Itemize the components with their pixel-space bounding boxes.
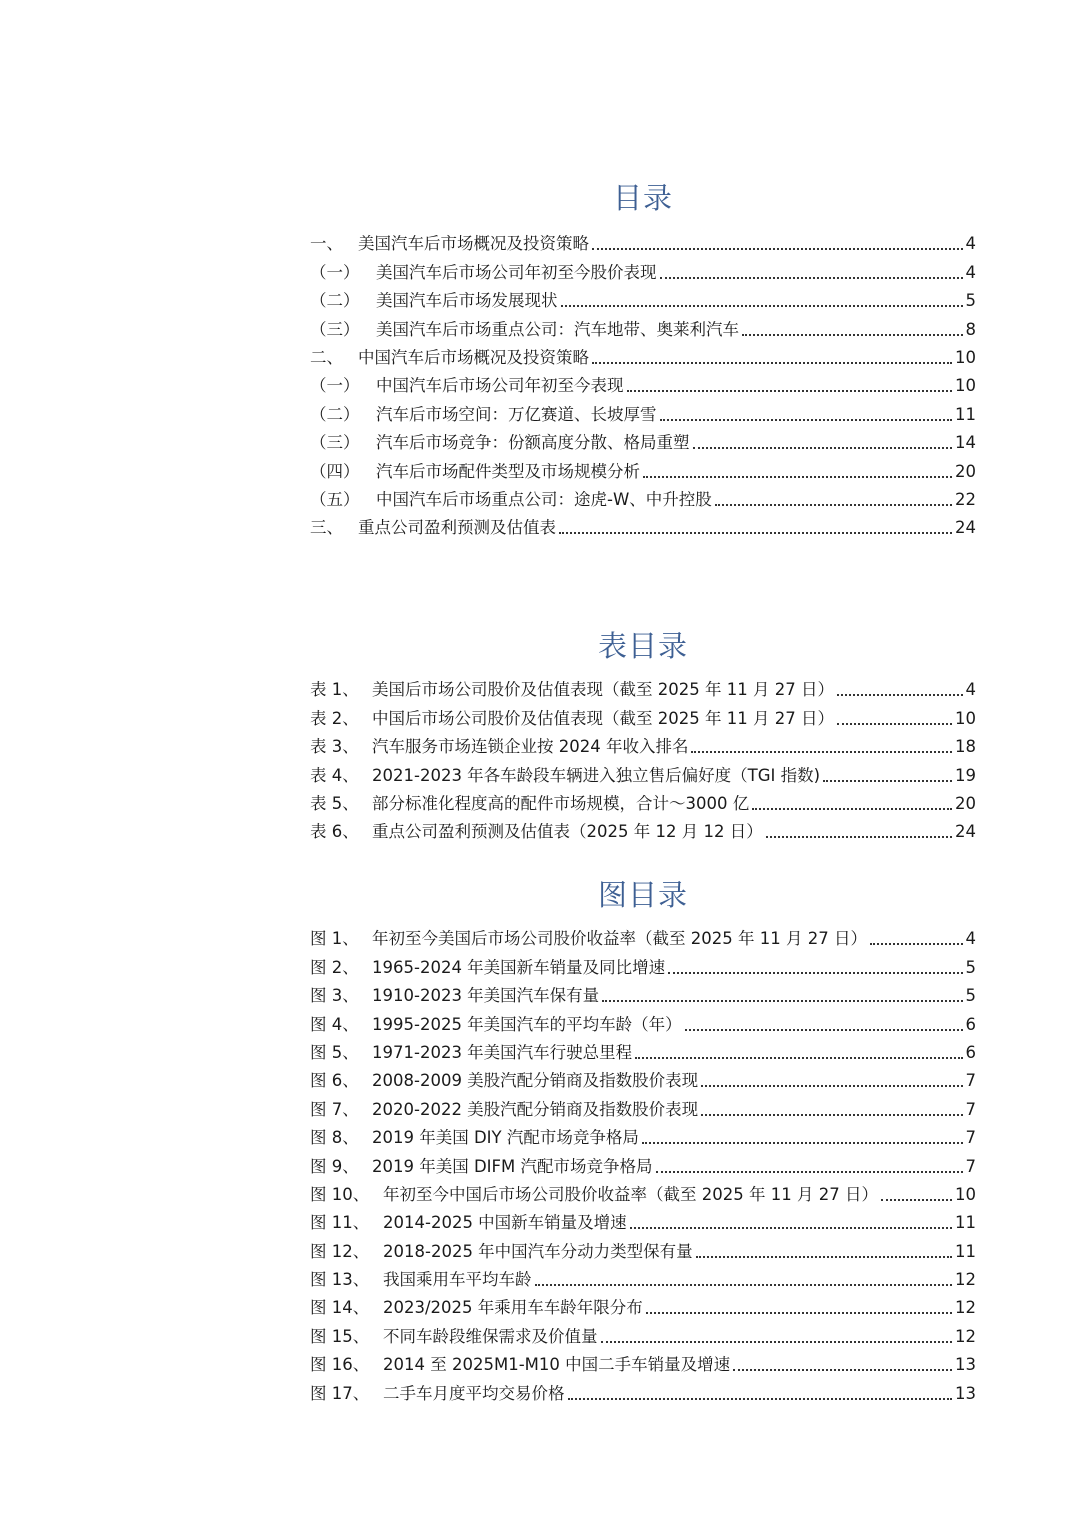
figure-entry-number: 图 6、 (310, 1071, 359, 1091)
figure-entry-label: 2023/2025 年乘用车车龄年限分布 (383, 1298, 643, 1318)
dot-leader (870, 942, 963, 945)
dot-leader (691, 750, 952, 753)
toc-entry-label: 汽车后市场空间：万亿赛道、长坡厚雪 (376, 404, 657, 424)
figure-entry-label: 2014 至 2025M1-M10 中国二手车销量及增速 (383, 1355, 731, 1375)
figure-entry-number: 图 3、 (310, 986, 359, 1006)
dot-leader (602, 999, 962, 1002)
figure-entry[interactable] (310, 1375, 976, 1403)
toc-entry[interactable] (310, 283, 976, 311)
toc-entry-label: 美国汽车后市场重点公司：汽车地带、奥莱利汽车 (376, 319, 739, 339)
toc-entry-label: 中国汽车后市场概况及投资策略 (358, 347, 589, 367)
figure-entry[interactable] (310, 1262, 976, 1290)
dot-leader (823, 779, 952, 782)
dot-leader (559, 531, 952, 534)
table-entry-number: 表 5、 (310, 793, 359, 813)
figure-entry-label: 2020-2022 美股汽配分销商及指数股价表现 (372, 1099, 699, 1119)
table-entry-page: 20 (955, 793, 976, 813)
dot-leader (742, 333, 963, 336)
table-entry-page: 18 (955, 737, 976, 757)
toc-entry-number: （一） (310, 262, 360, 282)
figure-entry[interactable] (310, 1318, 976, 1346)
figure-entry-number: 图 10、 (310, 1184, 370, 1204)
figure-entry-number: 图 7、 (310, 1099, 359, 1119)
toc-entry-number: （四） (310, 461, 360, 481)
table-entry-number: 表 4、 (310, 765, 359, 785)
dot-leader (592, 247, 963, 250)
toc-entry-page: 20 (955, 461, 976, 481)
dot-leader (592, 361, 952, 364)
dot-leader (685, 1028, 963, 1031)
dot-leader (660, 276, 963, 279)
figure-entry-number: 图 4、 (310, 1014, 359, 1034)
toc-entry-number: （二） (310, 291, 360, 311)
dot-leader (715, 503, 952, 506)
figure-entry-number: 图 11、 (310, 1213, 370, 1233)
dot-leader (752, 807, 952, 810)
dot-leader (660, 418, 953, 421)
figure-entry-page: 6 (965, 1042, 976, 1062)
toc-entry-page: 22 (955, 489, 976, 509)
figure-entry-number: 图 17、 (310, 1383, 370, 1403)
dot-leader (643, 475, 952, 478)
figure-entry-page: 5 (965, 957, 976, 977)
table-entry[interactable] (310, 729, 976, 757)
figure-entry-page: 5 (965, 986, 976, 1006)
figure-entry-number: 图 13、 (310, 1270, 370, 1290)
figure-entry-number: 图 1、 (310, 929, 359, 949)
figure-entry-page: 12 (955, 1298, 976, 1318)
table-entry-label: 2021-2023 年各车龄段车辆进入独立售后偏好度（TGI 指数) (372, 765, 821, 785)
toc-entry[interactable] (310, 425, 976, 453)
toc-entry-page: 14 (955, 433, 976, 453)
toc-entry[interactable] (310, 510, 976, 538)
toc-entry-number: （三） (310, 433, 360, 453)
figure-entry[interactable] (310, 1148, 976, 1176)
figure-entry[interactable] (310, 1091, 976, 1119)
dot-leader (696, 1255, 952, 1258)
figure-entry-page: 7 (965, 1071, 976, 1091)
figure-entry-label: 年初至今中国后市场公司股价收益率（截至 2025 年 11 月 27 日） (383, 1184, 878, 1204)
dot-leader (668, 971, 962, 974)
figure-entry-number: 图 12、 (310, 1241, 370, 1261)
toc-entry[interactable] (310, 254, 976, 282)
toc-entry-label: 中国汽车后市场公司年初至今表现 (376, 376, 624, 396)
toc-entry-label: 美国汽车后市场发展现状 (376, 291, 558, 311)
figure-entry-number: 图 15、 (310, 1326, 370, 1346)
table-entry-page: 24 (955, 822, 976, 842)
table-entry-label: 重点公司盈利预测及估值表（2025 年 12 月 12 日） (372, 822, 763, 842)
table-entry-number: 表 3、 (310, 737, 359, 757)
figure-entry-label: 1965-2024 年美国新车销量及同比增速 (372, 957, 666, 977)
toc-list (310, 226, 976, 538)
figure-list-title: 图目录 (597, 878, 688, 912)
figure-entry-number: 图 9、 (310, 1156, 359, 1176)
figure-entry[interactable] (310, 978, 976, 1006)
figure-entry-number: 图 8、 (310, 1128, 359, 1148)
figure-entry-page: 7 (965, 1128, 976, 1148)
figure-entry[interactable] (310, 949, 976, 977)
dot-leader (693, 446, 953, 449)
table-entry-number: 表 2、 (310, 708, 359, 728)
figure-entry-label: 2019 年美国 DIFM 汽配市场竞争格局 (372, 1156, 653, 1176)
toc-entry-number: 三、 (310, 518, 343, 538)
figure-entry-page: 6 (965, 1014, 976, 1034)
toc-entry-page: 10 (955, 347, 976, 367)
toc-entry-number: （二） (310, 404, 360, 424)
toc-entry-number: （五） (310, 489, 360, 509)
dot-leader (837, 693, 963, 696)
toc-entry-label: 中国汽车后市场重点公司：途虎-W、中升控股 (376, 489, 712, 509)
figure-entry-label: 我国乘用车平均车龄 (383, 1270, 532, 1290)
dot-leader (656, 1170, 963, 1173)
figure-entry[interactable] (310, 1063, 976, 1091)
table-entry-label: 部分标准化程度高的配件市场规模，合计～3000 亿 (372, 793, 750, 813)
figure-entry-label: 2008-2009 美股汽配分销商及指数股价表现 (372, 1071, 699, 1091)
toc-entry[interactable] (310, 340, 976, 368)
dot-leader (733, 1368, 952, 1371)
figure-entry-number: 图 16、 (310, 1355, 370, 1375)
table-entry-label: 汽车服务市场连锁企业按 2024 年收入排名 (372, 737, 689, 757)
toc-entry-page: 8 (965, 319, 976, 339)
figure-entry-label: 2019 年美国 DIY 汽配市场竞争格局 (372, 1128, 639, 1148)
figure-entry-label: 二手车月度平均交易价格 (383, 1383, 565, 1403)
toc-entry-number: （一） (310, 376, 360, 396)
dot-leader (642, 1141, 963, 1144)
figure-entry[interactable] (310, 1006, 976, 1034)
figure-entry-label: 年初至今美国后市场公司股价收益率（截至 2025 年 11 月 27 日） (372, 929, 867, 949)
figure-entry-number: 图 5、 (310, 1042, 359, 1062)
table-entry-number: 表 1、 (310, 680, 359, 700)
figure-entry[interactable] (310, 1347, 976, 1375)
dot-leader (561, 304, 963, 307)
table-entry[interactable] (310, 700, 976, 728)
dot-leader (635, 1056, 962, 1059)
dot-leader (601, 1340, 953, 1343)
toc-entry-number: （三） (310, 319, 360, 339)
toc-entry-label: 美国汽车后市场公司年初至今股价表现 (376, 262, 657, 282)
figure-entry[interactable] (310, 1120, 976, 1148)
figure-entry-number: 图 14、 (310, 1298, 370, 1318)
toc-title: 目录 (612, 181, 673, 215)
figure-entry[interactable] (310, 1177, 976, 1205)
table-entry-page: 4 (965, 680, 976, 700)
figure-entry[interactable] (310, 1290, 976, 1318)
figure-entry-page: 11 (955, 1213, 976, 1233)
figure-entry[interactable] (310, 1205, 976, 1233)
figure-entry-label: 不同车龄段维保需求及价值量 (383, 1326, 598, 1346)
toc-entry-page: 10 (955, 376, 976, 396)
figure-entry-page: 10 (955, 1184, 976, 1204)
toc-entry-number: 一、 (310, 234, 343, 254)
dot-leader (627, 389, 953, 392)
dot-leader (630, 1226, 952, 1229)
figure-entry-page: 11 (955, 1241, 976, 1261)
figure-entry[interactable] (310, 921, 976, 949)
figure-entry-page: 13 (955, 1383, 976, 1403)
toc-entry-page: 24 (955, 518, 976, 538)
table-entry[interactable] (310, 786, 976, 814)
toc-entry-page: 4 (965, 234, 976, 254)
table-entry-number: 表 6、 (310, 822, 359, 842)
table-list (310, 672, 976, 842)
figure-entry-page: 13 (955, 1355, 976, 1375)
toc-entry[interactable] (310, 482, 976, 510)
dot-leader (881, 1198, 952, 1201)
table-entry-page: 10 (955, 708, 976, 728)
table-entry[interactable] (310, 672, 976, 700)
toc-entry[interactable] (310, 453, 976, 481)
figure-entry-page: 12 (955, 1270, 976, 1290)
toc-entry[interactable] (310, 311, 976, 339)
figure-list (310, 921, 976, 1404)
table-list-title: 表目录 (597, 629, 688, 663)
figure-entry-label: 1910-2023 年美国汽车保有量 (372, 986, 600, 1006)
toc-entry[interactable] (310, 368, 976, 396)
table-entry-label: 美国后市场公司股价及估值表现（截至 2025 年 11 月 27 日） (372, 680, 834, 700)
dot-leader (701, 1084, 962, 1087)
table-entry[interactable] (310, 757, 976, 785)
toc-entry-label: 美国汽车后市场概况及投资策略 (358, 234, 589, 254)
figure-entry-label: 2014-2025 中国新车销量及增速 (383, 1213, 627, 1233)
toc-entry-label: 汽车后市场竞争：份额高度分散、格局重塑 (376, 433, 690, 453)
toc-entry-label: 汽车后市场配件类型及市场规模分析 (376, 461, 640, 481)
figure-entry-page: 7 (965, 1156, 976, 1176)
dot-leader (568, 1397, 953, 1400)
figure-entry-label: 1995-2025 年美国汽车的平均车龄（年） (372, 1014, 682, 1034)
table-entry[interactable] (310, 814, 976, 842)
dot-leader (701, 1113, 962, 1116)
toc-entry-page: 4 (965, 262, 976, 282)
toc-entry-number: 二、 (310, 347, 343, 367)
figure-entry[interactable] (310, 1035, 976, 1063)
figure-entry-page: 7 (965, 1099, 976, 1119)
figure-entry-page: 12 (955, 1326, 976, 1346)
dot-leader (535, 1283, 953, 1286)
table-entry-label: 中国后市场公司股价及估值表现（截至 2025 年 11 月 27 日） (372, 708, 834, 728)
figure-entry-label: 1971-2023 年美国汽车行驶总里程 (372, 1042, 633, 1062)
figure-entry-label: 2018-2025 年中国汽车分动力类型保有量 (383, 1241, 693, 1261)
figure-entry-number: 图 2、 (310, 957, 359, 977)
dot-leader (837, 722, 952, 725)
dot-leader (766, 835, 952, 838)
dot-leader (646, 1311, 952, 1314)
figure-entry-page: 4 (965, 929, 976, 949)
toc-entry-label: 重点公司盈利预测及估值表 (358, 518, 556, 538)
toc-entry-page: 5 (965, 291, 976, 311)
toc-entry[interactable] (310, 396, 976, 424)
table-entry-page: 19 (955, 765, 976, 785)
toc-entry[interactable] (310, 226, 976, 254)
figure-entry[interactable] (310, 1233, 976, 1261)
toc-entry-page: 11 (955, 404, 976, 424)
